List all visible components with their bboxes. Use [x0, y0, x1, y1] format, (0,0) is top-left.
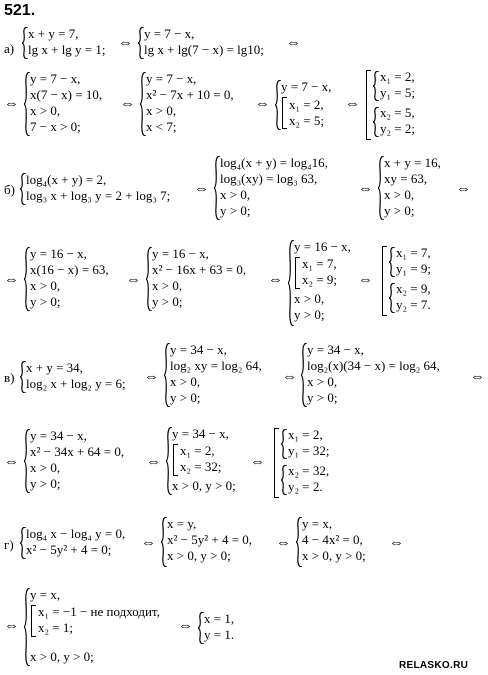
equation: x + y = 34, [26, 360, 83, 375]
curly-brace-icon [373, 71, 378, 101]
equation: x₂ = 32; [180, 459, 222, 474]
curly-brace-icon [281, 465, 286, 495]
equation: x > 0, y > 0; [30, 649, 94, 664]
equation: y₂ = 7. [396, 297, 431, 312]
part-a-system-2 [138, 27, 288, 59]
equation: log₄(x + y) = 2, [26, 172, 107, 187]
part-b-system-2 [214, 156, 364, 220]
equivalence-arrow: ⇔ [144, 369, 159, 385]
curly-brace-icon [24, 72, 29, 136]
curly-brace-icon [214, 156, 219, 220]
equation: y₁ = 32; [288, 443, 330, 458]
part-b-system-5 [146, 247, 271, 311]
curly-brace-icon [20, 173, 25, 205]
part-d-system-1 [20, 527, 140, 559]
equation: y = x, [302, 516, 333, 531]
part-d-system-4 [24, 588, 184, 666]
part-a-system-1 [22, 27, 122, 59]
curly-brace-icon [281, 429, 286, 459]
equation: x₂ = 1; [38, 620, 73, 635]
equation: x₁ = 2, [180, 443, 215, 458]
equivalence-arrow: ⇔ [118, 35, 133, 51]
part-b-system-4 [24, 247, 129, 311]
equivalence-arrow: ⇔ [282, 369, 297, 385]
part-c-label: в) [4, 370, 15, 385]
curly-brace-icon [166, 427, 171, 495]
equivalence-arrow: ⇔ [4, 272, 19, 288]
equivalence-arrow: ⇔ [358, 181, 373, 197]
equivalence-arrow: ⇔ [4, 454, 19, 470]
equation: y > 0; [152, 294, 183, 309]
equation: x² − 34x + 64 = 0, [30, 444, 125, 459]
equation: log₃ x + log₃ y = 2 + log₃ 7; [26, 188, 171, 203]
square-bracket [282, 97, 287, 129]
equation: log₃(xy) = log₃ 63, [220, 171, 318, 186]
equation: y = 1. [204, 627, 235, 642]
equation: x₂ = 9, [396, 281, 431, 296]
equation: log₂ x + log₂ y = 6; [26, 376, 126, 391]
equation: y > 0; [384, 203, 415, 218]
equation: y > 0; [170, 390, 201, 405]
equivalence-arrow: ⇔ [345, 96, 360, 112]
curly-brace-icon [24, 429, 29, 493]
equation: x > 0, [30, 103, 61, 118]
part-a-system-5 [275, 80, 345, 130]
equation: y > 0; [307, 390, 338, 405]
equation: y₁ = 5; [380, 85, 415, 100]
equation: y = 34 − x, [170, 342, 227, 357]
part-c-answer [274, 428, 354, 498]
equation: y = 16 − x, [30, 246, 87, 261]
equation: x > 0, [294, 291, 325, 306]
curly-brace-icon [288, 240, 293, 326]
part-c-system-2 [164, 343, 284, 407]
equivalence-arrow: ⇔ [194, 181, 209, 197]
problem-number: 521. [4, 2, 36, 19]
equation: log₂(x)(34 − x) = log₂ 64, [307, 358, 440, 373]
curly-brace-icon [138, 27, 143, 59]
equivalence-arrow: ⇔ [120, 96, 135, 112]
equation: x > 0, y > 0; [302, 548, 366, 563]
equation: y₂ = 2; [380, 121, 415, 136]
part-c-system-5 [166, 427, 256, 495]
curly-brace-icon [161, 517, 166, 567]
equation: y > 0; [220, 203, 251, 218]
equation: y = 7 − x, [146, 71, 197, 86]
equation: x₁ = 2, [288, 427, 323, 442]
equation: x₂ = 9; [302, 272, 337, 287]
equivalence-arrow: ⇔ [4, 96, 19, 112]
square-bracket [295, 257, 300, 289]
equation: x + y = 16, [384, 155, 441, 170]
equivalence-arrow: ⇔ [146, 454, 161, 470]
curly-brace-icon [22, 27, 27, 59]
part-c-system-3 [301, 343, 469, 407]
part-c-system-1 [20, 361, 145, 393]
curly-brace-icon [140, 72, 145, 136]
equation: x < 7; [146, 119, 177, 134]
equation: x + y = 7, [28, 26, 79, 41]
part-a-system-4 [140, 72, 260, 136]
equation: lg x + lg(7 − x) = lg10; [144, 42, 264, 57]
part-d-answer [198, 612, 258, 644]
equation: xy = 63, [384, 171, 428, 186]
part-a-label: а) [4, 41, 15, 56]
equation: log₄ x − log₄ y = 0, [26, 526, 126, 541]
equation: x > 0, [384, 187, 415, 202]
equation: x₁ = 2, [380, 69, 415, 84]
equation: x² − 16x + 63 = 0, [152, 262, 247, 277]
curly-brace-icon [389, 283, 394, 313]
equivalence-arrow: ⇔ [358, 272, 373, 288]
curly-brace-icon [20, 527, 25, 559]
part-d-system-2 [161, 517, 276, 567]
equation: y = 16 − x, [294, 239, 351, 254]
equivalence-arrow: ⇔ [286, 35, 301, 51]
square-bracket [173, 444, 178, 476]
equation: y = 7 − x, [144, 26, 195, 41]
equation: x₁ = 7, [302, 256, 337, 271]
equation: y₂ = 2. [288, 479, 323, 494]
curly-brace-icon [275, 80, 280, 130]
equivalence-arrow: ⇔ [470, 369, 485, 385]
equivalence-arrow: ⇔ [268, 272, 283, 288]
watermark: RELASKO.RU [399, 660, 469, 671]
curly-brace-icon [24, 588, 29, 666]
part-b-system-6 [288, 240, 358, 326]
equation: x₂ = 5, [380, 105, 415, 120]
equation: x > 0, [30, 460, 61, 475]
equation: y = 7 − x, [30, 71, 81, 86]
square-bracket [274, 428, 279, 498]
equation: y = 7 − x, [281, 79, 332, 94]
equation: y = x, [30, 587, 61, 602]
part-b-system-3 [378, 156, 458, 220]
equation: x₁ = 2, [289, 97, 324, 112]
equivalence-arrow: ⇔ [141, 535, 156, 551]
part-a-system-3 [24, 72, 119, 136]
equation: x > 0, [220, 187, 251, 202]
part-a-answer [366, 70, 436, 140]
equation: x₁ = 7, [396, 245, 431, 260]
equation: x₁ = −1 − не подходит, [38, 604, 160, 619]
equation: log₂ xy = log₂ 64, [170, 358, 262, 373]
equation: x² − 5y² + 4 = 0; [26, 542, 112, 557]
square-bracket [366, 70, 371, 140]
part-c-system-4 [24, 429, 144, 493]
curly-brace-icon [296, 517, 301, 567]
part-d-label: г) [4, 537, 14, 552]
equation: y = 16 − x, [152, 246, 209, 261]
part-b-answer [382, 246, 452, 316]
equation: 4 − 4x² = 0, [302, 532, 363, 547]
part-b-label: б) [4, 182, 15, 197]
equation: x = y, [167, 516, 197, 531]
equation: x > 0, [30, 278, 61, 293]
equation: y = 34 − x, [307, 342, 364, 357]
curly-brace-icon [164, 343, 169, 407]
curly-brace-icon [146, 247, 151, 311]
curly-brace-icon [373, 107, 378, 137]
equation: lg x + lg y = 1; [28, 42, 106, 57]
equation: y = 34 − x, [30, 428, 87, 443]
equation: x(16 − x) = 63, [30, 262, 109, 277]
equation: x = 1, [204, 611, 235, 626]
curly-brace-icon [389, 247, 394, 277]
equation: x > 0, [307, 374, 338, 389]
equation: x > 0, y > 0; [167, 548, 231, 563]
equation: x₂ = 5; [289, 113, 324, 128]
part-b-system-1 [20, 173, 195, 205]
equation: y > 0; [30, 294, 61, 309]
equation: y > 0; [294, 307, 325, 322]
equivalence-arrow: ⇔ [276, 535, 291, 551]
equation: x > 0, [146, 103, 177, 118]
equation: y = 34 − x, [172, 426, 229, 441]
equation: x(7 − x) = 10, [30, 87, 103, 102]
equation: x² − 7x + 10 = 0, [146, 87, 234, 102]
equation: y₁ = 9; [396, 261, 431, 276]
equation: 7 − x > 0; [30, 119, 81, 134]
equation: y > 0; [30, 476, 61, 491]
curly-brace-icon [301, 343, 306, 407]
equivalence-arrow: ⇔ [456, 181, 471, 197]
square-bracket [382, 246, 387, 316]
equation: x > 0, [152, 278, 183, 293]
square-bracket [31, 605, 36, 637]
equation: x > 0, y > 0; [172, 478, 236, 493]
equivalence-arrow: ⇔ [4, 618, 19, 634]
equation: log₄(x + y) = log₄16, [220, 155, 328, 170]
curly-brace-icon [378, 156, 383, 220]
equivalence-arrow: ⇔ [178, 618, 193, 634]
equivalence-arrow: ⇔ [250, 454, 265, 470]
curly-brace-icon [24, 247, 29, 311]
curly-brace-icon [20, 361, 25, 393]
equation: x² − 5y² + 4 = 0, [167, 532, 253, 547]
equivalence-arrow: ⇔ [126, 272, 141, 288]
equivalence-arrow: ⇔ [255, 96, 270, 112]
equation: x₂ = 32, [288, 463, 330, 478]
part-d-system-3 [296, 517, 396, 567]
equation: x > 0, [170, 374, 201, 389]
curly-brace-icon [198, 612, 203, 644]
equivalence-arrow: ⇔ [389, 535, 404, 551]
